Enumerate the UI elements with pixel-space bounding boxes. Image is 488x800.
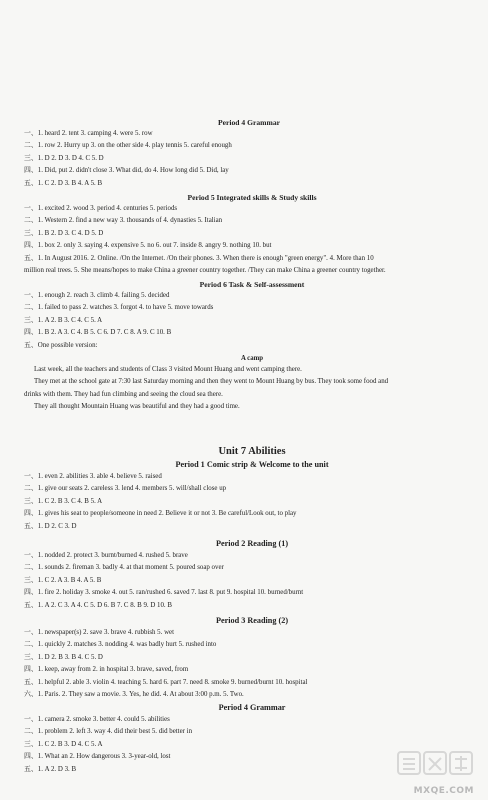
answer-line: 五、1. helpful 2. able 3. violin 4. teaching 5. hard 6. part 7. need 8. smoke 9. burned/burnt 10. hospital — [24, 678, 308, 686]
answer-line: 五、1. In August 2016. 2. Online. /On the Internet. /On their phones. 3. When there is enough "green energy". 4. More than 10 — [24, 254, 374, 262]
answer-line: 四、1. What an 2. How dangerous 3. 3-year-old, lost — [24, 753, 171, 761]
answer-line: 三、1. D 2. D 3. D 4. C 5. D — [24, 154, 104, 162]
period2-reading1-section — [24, 538, 480, 612]
answer-line: 三、1. C 2. B 3. C 4. B 5. A — [24, 497, 103, 505]
answer-line: 一、1. nodded 2. protect 3. burnt/burned 4. rushed 5. brave — [24, 552, 188, 559]
answer-line: 一、1. camera 2. smoke 3. better 4. could 5. abilities — [24, 716, 170, 723]
section-title: Period 4 Grammar — [218, 118, 280, 127]
essay-title: A camp — [240, 355, 264, 363]
answer-line: 四、1. gives his seat to people/someone in need 2. Believe it or not 3. Be careful/Look out, to play — [24, 510, 297, 518]
answer-line: 一、1. even 2. abilities 3. able 4. believe 5. raised — [24, 473, 162, 480]
answer-line: 五、1. A 2. C 3. A 4. C 5. D 6. B 7. C 8. B 9. D 10. B — [24, 601, 172, 609]
answer-line: 三、1. D 2. B 3. B 4. C 5. D — [24, 653, 103, 661]
answer-line: 三、1. B 2. D 3. C 4. D 5. D — [24, 229, 104, 237]
section-title: Period 6 Task & Self-assessment — [199, 280, 305, 289]
answer-line: 四、1. B 2. A 3. C 4. B 5. C 6. D 7. C 8. A 9. C 10. B — [24, 329, 172, 337]
answer-line: 二、1. give our seats 2. careless 3. lend 4. members 5. will/shall close up — [24, 485, 227, 493]
answer-line: 二、1. row 2. Hurry up 3. on the other side 4. play tennis 5. careful enough — [24, 142, 232, 150]
period6-section — [24, 280, 480, 414]
answer-line: 三、1. A 2. B 3. C 4. C 5. A — [24, 316, 103, 324]
answer-line: 五、1. C 2. D 3. B 4. A 5. B — [24, 179, 103, 187]
section-title: Period 3 Reading (2) — [215, 616, 289, 625]
unit-title: Unit 7 Abilities — [218, 446, 286, 457]
answer-line: million real trees. 5. She means/hopes to make China a greener country together. /They can make China a greener country together. — [24, 267, 386, 275]
period4-grammar-section — [24, 118, 474, 190]
answer-line: 五、One possible version: — [24, 341, 98, 349]
answer-line: 二、1. problem 2. left 3. way 4. did their best 5. did better in — [24, 728, 193, 736]
answer-line: 五、1. A 2. D 3. B — [24, 765, 77, 773]
answer-line: 一、1. excited 2. wood 3. period 4. centuries 5. periods — [24, 205, 178, 212]
period5-section — [24, 193, 480, 277]
answer-line: 四、1. fire 2. holiday 3. smoke 4. out 5. ran/rushed 6. saved 7. last 8. put 9. hospital 10. burned/burnt — [24, 589, 304, 597]
essay-paragraph: Last week, all the teachers and students of Class 3 visited Mount Huang and went camping there. — [34, 366, 302, 374]
answer-line: 三、1. C 2. B 3. D 4. C 5. A — [24, 740, 103, 748]
section-title: Period 1 Comic strip & Welcome to the unit — [175, 460, 329, 469]
answer-line: 六、1. Paris. 2. They saw a movie. 3. Yes, he did. 4. At about 3:00 p.m. 5. Two. — [24, 691, 244, 699]
answer-line: 四、1. box 2. only 3. saying 4. expensive 5. no 6. out 7. inside 8. angry 9. nothing 10. but — [24, 242, 272, 250]
answer-line: 二、1. sounds 2. fireman 3. badly 4. at that moment 5. poured soap over — [24, 564, 224, 572]
section-title: Period 5 Integrated skills & Study skills — [187, 193, 317, 202]
answer-line: 一、1. enough 2. reach 3. climb 4. failing 5. decided — [24, 292, 170, 299]
answer-line: 四、1. keep, away from 2. in hospital 3. brave, saved, from — [24, 666, 189, 674]
unit7-period1-section — [24, 445, 480, 533]
watermark-text: MXQE.COM — [413, 786, 474, 796]
essay-paragraph: drinks with them. They had fun climbing and seeing the cloud sea there. — [24, 390, 223, 398]
answer-line: 二、1. failed to pass 2. watches 3. forgot 4. to have 5. move towards — [24, 304, 214, 312]
answer-line: 一、1. heard 2. tent 3. camping 4. were 5. row — [24, 130, 153, 137]
answer-line: 五、1. D 2. C 3. D — [24, 522, 77, 530]
section-title: Period 2 Reading (1) — [215, 539, 289, 548]
answer-line: 三、1. C 2. A 3. B 4. A 5. B — [24, 576, 102, 584]
answer-line: 四、1. Did, put 2. didn't close 3. What did, do 4. How long did 5. Did, lay — [24, 167, 229, 175]
answer-line: 一、1. newspaper(s) 2. save 3. brave 4. rubbish 5. wet — [24, 629, 175, 636]
period3-reading2-section — [24, 615, 480, 701]
section-title: Period 4 Grammar — [218, 703, 286, 712]
essay-paragraph: They all thought Mountain Huang was beautiful and they had a good time. — [34, 403, 240, 411]
essay-paragraph: They met at the school gate at 7:30 last Saturday morning and then they went to Mount Huang by bus. They took some food and — [34, 378, 389, 386]
answer-line: 二、1. Western 2. find a new way 3. thousands of 4. dynasties 5. Italian — [24, 217, 223, 225]
answer-line: 二、1. quickly 2. matches 3. nodding 4. was badly hurt 5. rushed into — [24, 641, 217, 649]
